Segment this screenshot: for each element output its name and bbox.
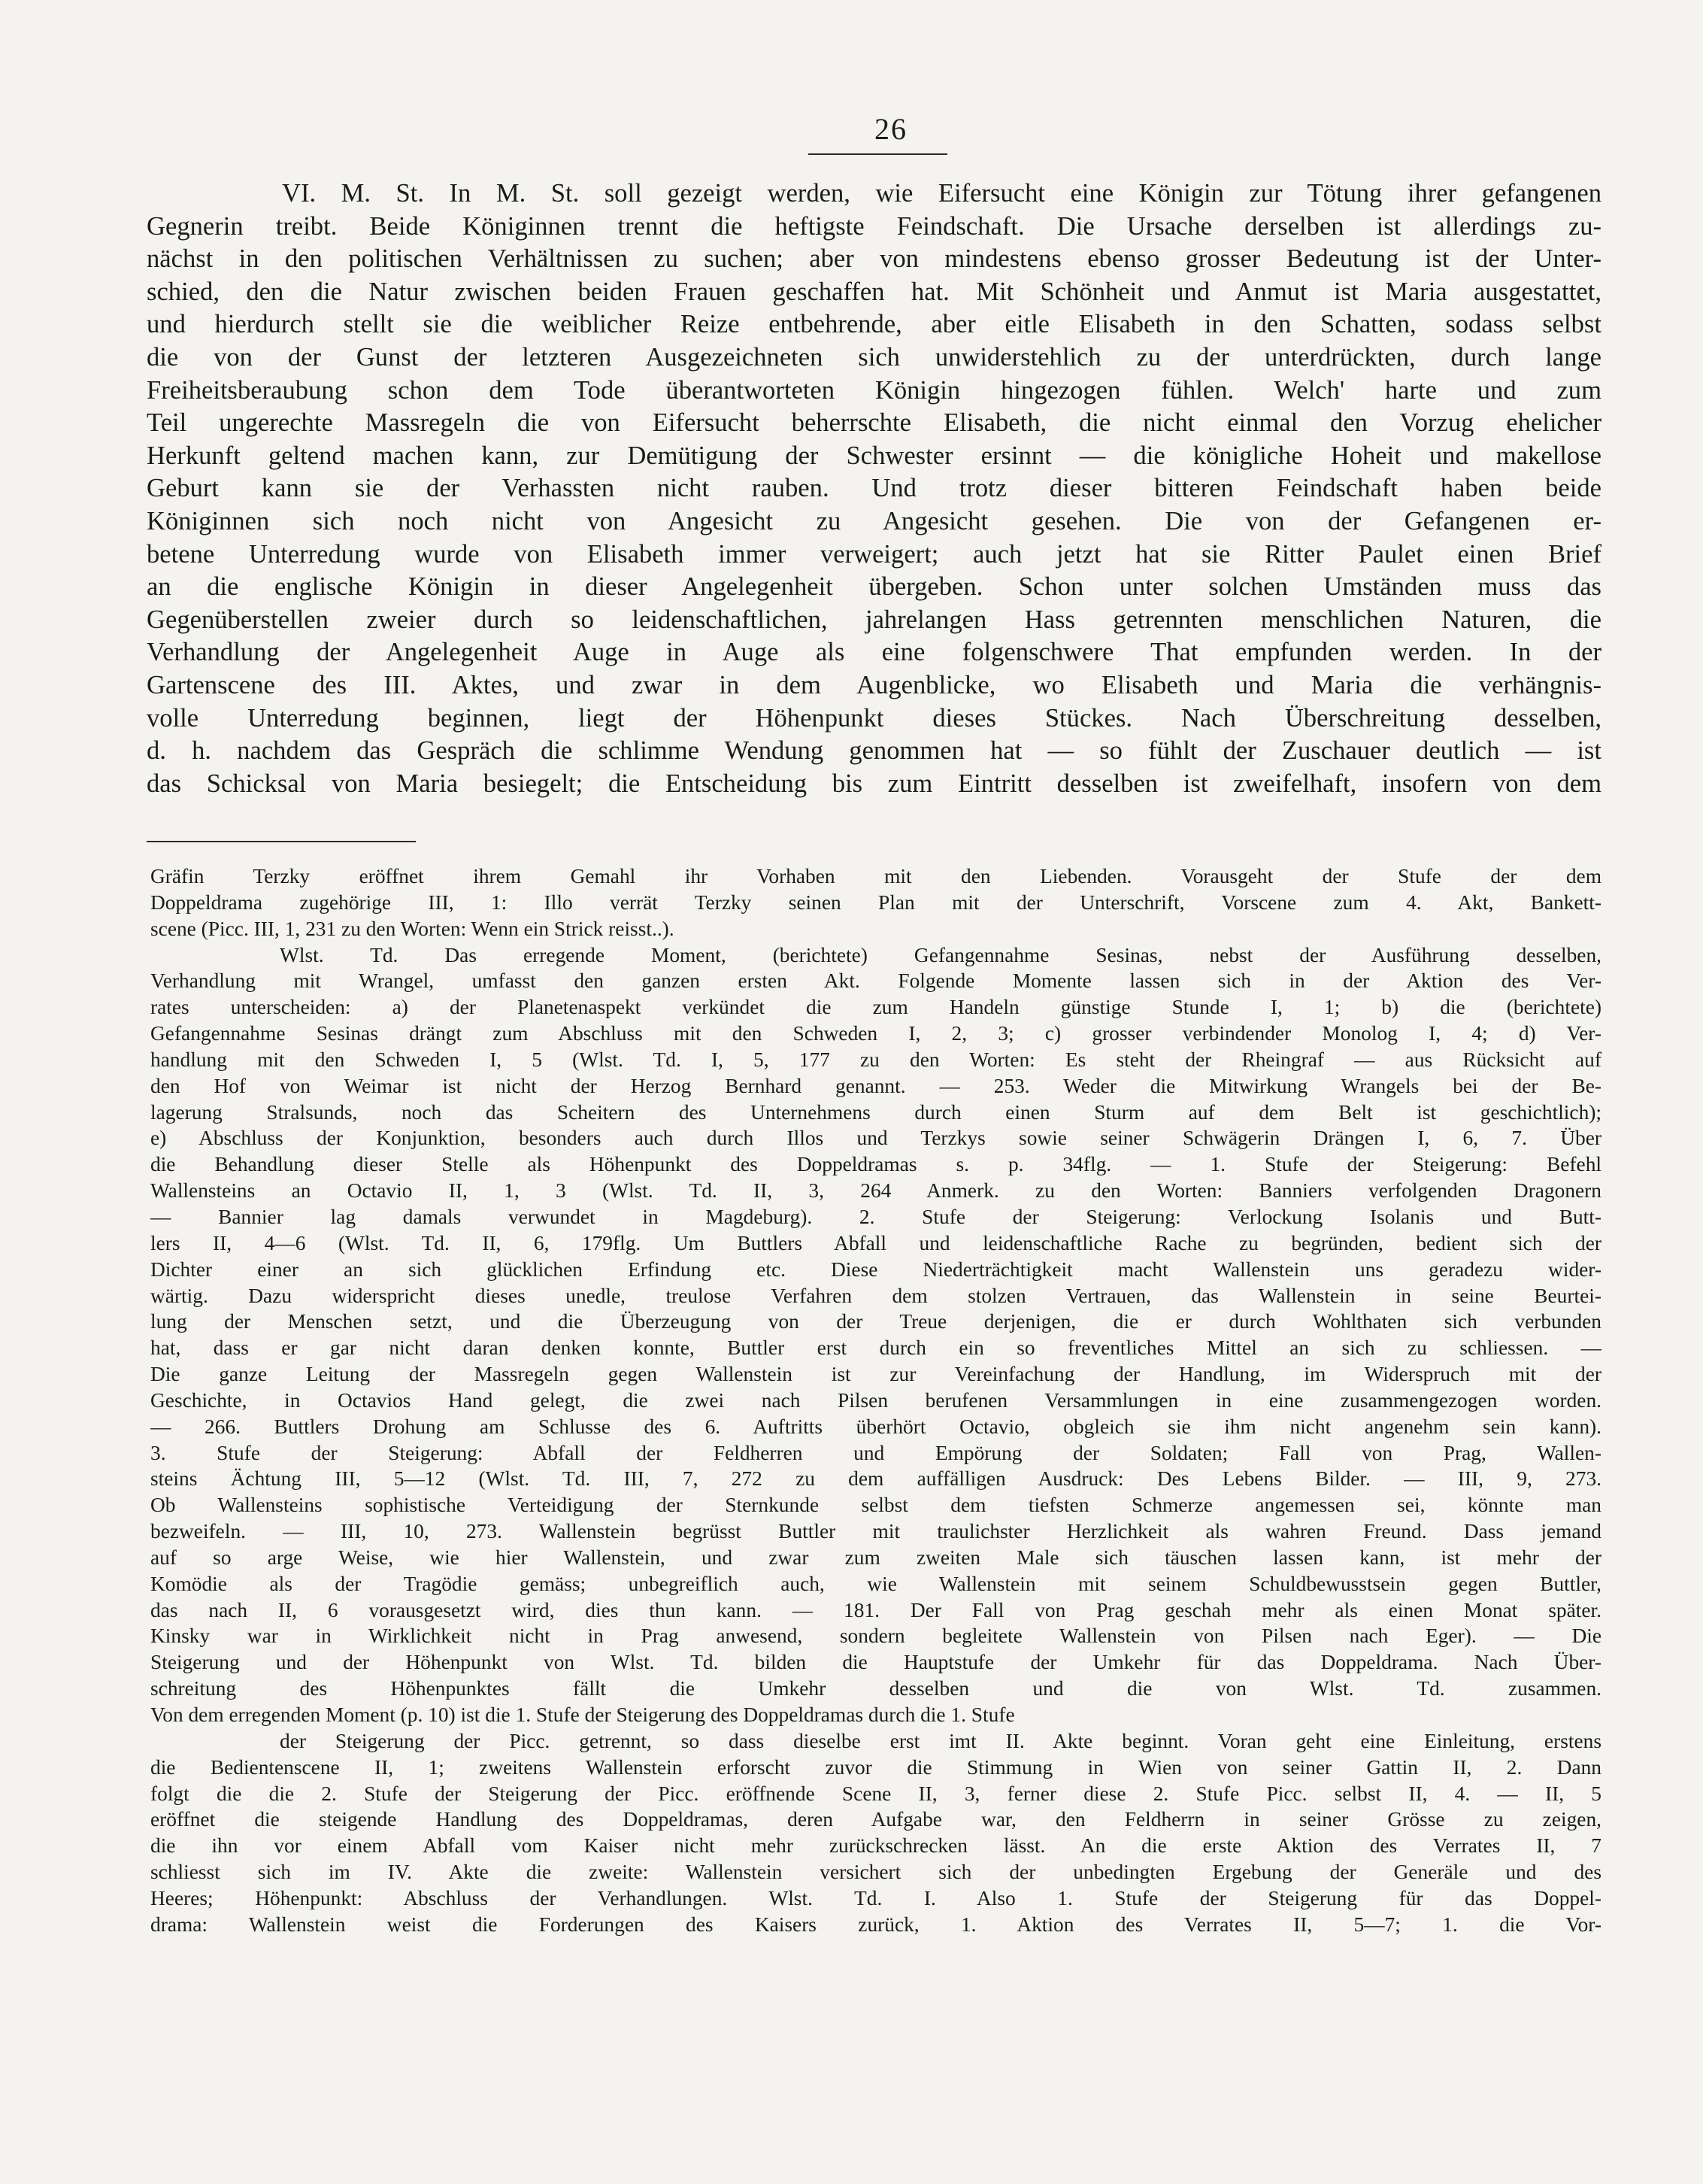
body-line: und hierdurch stellt sie die weiblicher Reize entbehrende, aber eitle Elisabeth in den Schatten, sodass selbst <box>147 310 1601 339</box>
footnote-line: den Hof von Weimar ist nicht der Herzog Bernhard genannt. — 253. Weder die Mitwirkung Wrangels bei der Be- <box>150 1074 1601 1097</box>
footnote-line: lers II, 4—6 (Wlst. Td. II, 6, 179flg. Um Buttlers Abfall und leidenschaftliche Rache zu begründen, bedient sich der <box>150 1231 1601 1254</box>
footnote-line: Dichter einer an sich glücklichen Erfindung etc. Diese Niederträchtigkeit macht Wallenstein uns geradezu wider- <box>150 1257 1601 1281</box>
footnote-line: die Bedientenscene II, 1; zweitens Wallenstein erforscht zuvor die Stimmung in Wien von seiner Gattin II, 2. Dann <box>150 1755 1601 1779</box>
footnote-line: eröffnet die steigende Handlung des Doppeldramas, deren Aufgabe war, den Feldherrn in seiner Grösse zu zeigen, <box>150 1808 1601 1831</box>
footnote-line: rates unterscheiden: a) der Planetenaspekt verkündet die zum Handeln günstige Stunde I, 1; b) die (berichtete) <box>150 996 1601 1019</box>
footnote-line: e) Abschluss der Konjunktion, besonders auch durch Illos und Terzkys sowie seiner Schwägerin Drängen I, 6, 7. Über <box>150 1127 1601 1150</box>
footnote-line: — Bannier lag damals verwundet in Magdeburg). 2. Stufe der Steigerung: Verlockung Isolanis und Butt- <box>150 1205 1601 1228</box>
page-number: 26 <box>874 112 908 146</box>
footnote-line: die Behandlung dieser Stelle als Höhenpunkt des Doppeldramas s. p. 34flg. — 1. Stufe der Steigerung: Befehl <box>150 1153 1601 1176</box>
body-line: schied, den die Natur zwischen beiden Frauen geschaffen hat. Mit Schönheit und Anmut ist Maria ausgestattet, <box>147 277 1601 306</box>
footnote-line: Steigerung und der Höhenpunkt von Wlst. Td. bilden die Hauptstufe der Umkehr für das Doppeldrama. Nach Über- <box>150 1651 1601 1674</box>
footnote-line: schreitung des Höhenpunktes fällt die Umkehr desselben und die von Wlst. Td. zusammen. <box>150 1677 1601 1700</box>
footnote-line: Doppeldrama zugehörige III, 1: Illo verrät Terzky seinen Plan mit der Unterschrift, Vorscene zum 4. Akt, Bankett- <box>150 890 1601 914</box>
footnote-line: Geschichte, in Octavios Hand gelegt, die zwei nach Pilsen berufenen Versammlungen in eine zusammengezogen worden. <box>150 1388 1601 1412</box>
main-body-text <box>147 177 1601 800</box>
footnote-line: Ob Wallensteins sophistische Verteidigung der Sternkunde selbst dem tiefsten Schmerze angemessen sei, könnte man <box>150 1494 1601 1517</box>
footnote-line: Wallensteins an Octavio II, 1, 3 (Wlst. Td. II, 3, 264 Anmerk. zu den Worten: Banniers verfolgenden Dragonern <box>150 1179 1601 1203</box>
footnote-line: Gefangennahme Sesinas drängt zum Abschluss mit den Schweden I, 2, 3; c) grosser verbindender Monolog I, 4; d) Ver- <box>150 1022 1601 1045</box>
body-line: die von der Gunst der letzteren Ausgezeichneten sich unwiderstehlich zu der unterdrückten, durch lange <box>147 342 1601 372</box>
footnote-line: Gräfin Terzky eröffnet ihrem Gemahl ihr Vorhaben mit den Liebenden. Vorausgeht der Stufe der dem <box>150 865 1601 887</box>
footnote-line: Komödie als der Tragödie gemäss; unbegreiflich auch, wie Wallenstein mit seinem Schuldbewusstsein gegen Buttler, <box>150 1572 1601 1595</box>
body-line: Herkunft geltend machen kann, zur Demütigung der Schwester ersinnt — die königliche Hoheit und makellose <box>147 441 1601 470</box>
footnote-line: schliesst sich im IV. Akte die zweite: Wallenstein versichert sich der unbedingten Ergebung der Generäle und des <box>150 1861 1601 1884</box>
body-line: betene Unterredung wurde von Elisabeth immer verweigert; auch jetzt hat sie Ritter Paulet einen Brief <box>147 539 1601 569</box>
body-line: Gartenscene des III. Aktes, und zwar in dem Augenblicke, wo Elisabeth und Maria die verhängnis- <box>147 670 1601 699</box>
body-line: Königinnen sich noch nicht von Angesicht zu Angesicht gesehen. Die von der Gefangenen er- <box>147 506 1601 535</box>
footnote-line: hat, dass er gar nicht daran denken konnte, Buttler erst durch ein so freventliches Mittel an sich zu schliessen. — <box>150 1336 1601 1360</box>
body-line: volle Unterredung beginnen, liegt der Höhenpunkt dieses Stückes. Nach Überschreitung desselben, <box>147 703 1601 733</box>
footnote-line: 3. Stufe der Steigerung: Abfall der Feldherren und Empörung der Soldaten; Fall von Prag, Wallen- <box>150 1441 1601 1464</box>
footnote-line: Von dem erregenden Moment (p. 10) ist die 1. Stufe der Steigerung des Doppeldramas durch die 1. Stufe <box>150 1703 1015 1726</box>
page-number-rule <box>808 153 947 155</box>
footnote-line: scene (Picc. III, 1, 231 zu den Worten: Wenn ein Strick reisst..). <box>150 917 674 940</box>
body-line: Teil ungerechte Massregeln die von Eifersucht beherrschte Elisabeth, die nicht einmal den Vorzug ehelicher <box>147 408 1601 438</box>
footnote-line: auf so arge Weise, wie hier Wallenstein, und zwar zum zweiten Male sich täuschen lassen kann, ist mehr der <box>150 1545 1601 1569</box>
body-line: Verhandlung der Angelegenheit Auge in Auge als eine folgenschwere That empfunden werden. In der <box>147 638 1601 667</box>
footnote-line: drama: Wallenstein weist die Forderungen des Kaisers zurück, 1. Aktion des Verrates II, 5—7; 1. die Vor- <box>150 1913 1601 1936</box>
footnote-line: Wlst. Td. Das erregende Moment, (berichtete) Gefangennahme Sesinas, nebst der Ausführung desselben, <box>280 943 1601 966</box>
body-line: Freiheitsberaubung schon dem Tode überantworteten Königin hingezogen fühlen. Welch' harte und zum <box>147 375 1601 405</box>
footnote-line: Kinsky war in Wirklichkeit nicht in Prag anwesend, sondern begleitete Wallenstein von Pilsen nach Eger). — Die <box>150 1624 1601 1648</box>
body-line: VI. M. St. In M. St. soll gezeigt werden, wie Eifersucht eine Königin zur Tötung ihrer gefangenen <box>282 179 1601 208</box>
footnote-line: das nach II, 6 vorausgesetzt wird, dies thun kann. — 181. Der Fall von Prag geschah mehr als einen Monat später. <box>150 1598 1601 1621</box>
footnote-line: Heeres; Höhenpunkt: Abschluss der Verhandlungen. Wlst. Td. I. Also 1. Stufe der Steigerung für das Doppel- <box>150 1886 1601 1909</box>
footnote-line: folgt die die 2. Stufe der Steigerung der Picc. eröffnende Scene II, 3, ferner diese 2. Stufe Picc. selbst II, 4. — II, 5 <box>150 1782 1601 1805</box>
footnotes-text <box>150 863 1601 1938</box>
footnote-line: der Steigerung der Picc. getrennt, so dass dieselbe erst imt II. Akte beginnt. Voran geht eine Einleitung, erstens <box>280 1729 1601 1752</box>
footnote-line: bezweifeln. — III, 10, 273. Wallenstein begrüsst Buttler mit traulichster Herzlichkeit als wahren Freund. Dass jemand <box>150 1520 1601 1543</box>
body-line: Geburt kann sie der Verhassten nicht rauben. Und trotz dieser bitteren Feindschaft haben beide <box>147 474 1601 503</box>
body-line: nächst in den politischen Verhältnissen zu suchen; aber von mindestens ebenso grosser Bedeutung ist der Unter- <box>147 244 1601 274</box>
footnote-line: lagerung Stralsunds, noch das Scheitern des Unternehmens durch einen Sturm auf dem Belt ist geschichtlich); <box>150 1100 1601 1124</box>
footnote-line: Verhandlung mit Wrangel, umfasst den ganzen ersten Akt. Folgende Momente lassen sich in der Aktion des Ver- <box>150 969 1601 993</box>
body-line: d. h. nachdem das Gespräch die schlimme Wendung genommen hat — so fühlt der Zuschauer deutlich — ist <box>147 736 1601 766</box>
body-line: Gegnerin treibt. Beide Königinnen trennt die heftigste Feindschaft. Die Ursache derselben ist allerdings zu- <box>147 211 1601 241</box>
body-line: das Schicksal von Maria besiegelt; die Entscheidung bis zum Eintritt desselben ist zweifelhaft, insofern von dem <box>147 769 1601 798</box>
footnote-line: lung der Menschen setzt, und die Überzeugung von der Treue derjenigen, die er durch Wohlthaten sich verbunden <box>150 1310 1601 1333</box>
footnote-line: Die ganze Leitung der Massregeln gegen Wallenstein ist zur Vereinfachung der Handlung, im Widerspruch mit der <box>150 1363 1601 1386</box>
body-line: an die englische Königin in dieser Angelegenheit übergeben. Schon unter solchen Umständen muss das <box>147 572 1601 602</box>
body-line: Gegenüberstellen zweier durch so leidenschaftlichen, jahrelangen Hass getrennten menschlichen Naturen, die <box>147 605 1601 634</box>
footnote-line: handlung mit den Schweden I, 5 (Wlst. Td. I, 5, 177 zu den Worten: Es steht der Rheingraf — aus Rücksicht auf <box>150 1048 1601 1071</box>
footnote-separator <box>147 841 416 842</box>
footnote-line: — 266. Buttlers Drohung am Schlusse des 6. Auftritts überhört Octavio, obgleich sie ihm nicht angenehm sein kann). <box>150 1415 1601 1438</box>
footnote-line: wärtig. Dazu widerspricht dieses unedle, treulose Verfahren dem stolzen Vertrauen, das Wallenstein in seine Beurtei- <box>150 1284 1601 1307</box>
footnote-line: die ihn vor einem Abfall vom Kaiser nicht mehr zurückschrecken lässt. An die erste Aktion des Verrates II, 7 <box>150 1834 1601 1858</box>
footnote-line: steins Ächtung III, 5—12 (Wlst. Td. III, 7, 272 zu dem auffälligen Ausdruck: Des Lebens Bilder. — III, 9, 273. <box>150 1467 1601 1491</box>
